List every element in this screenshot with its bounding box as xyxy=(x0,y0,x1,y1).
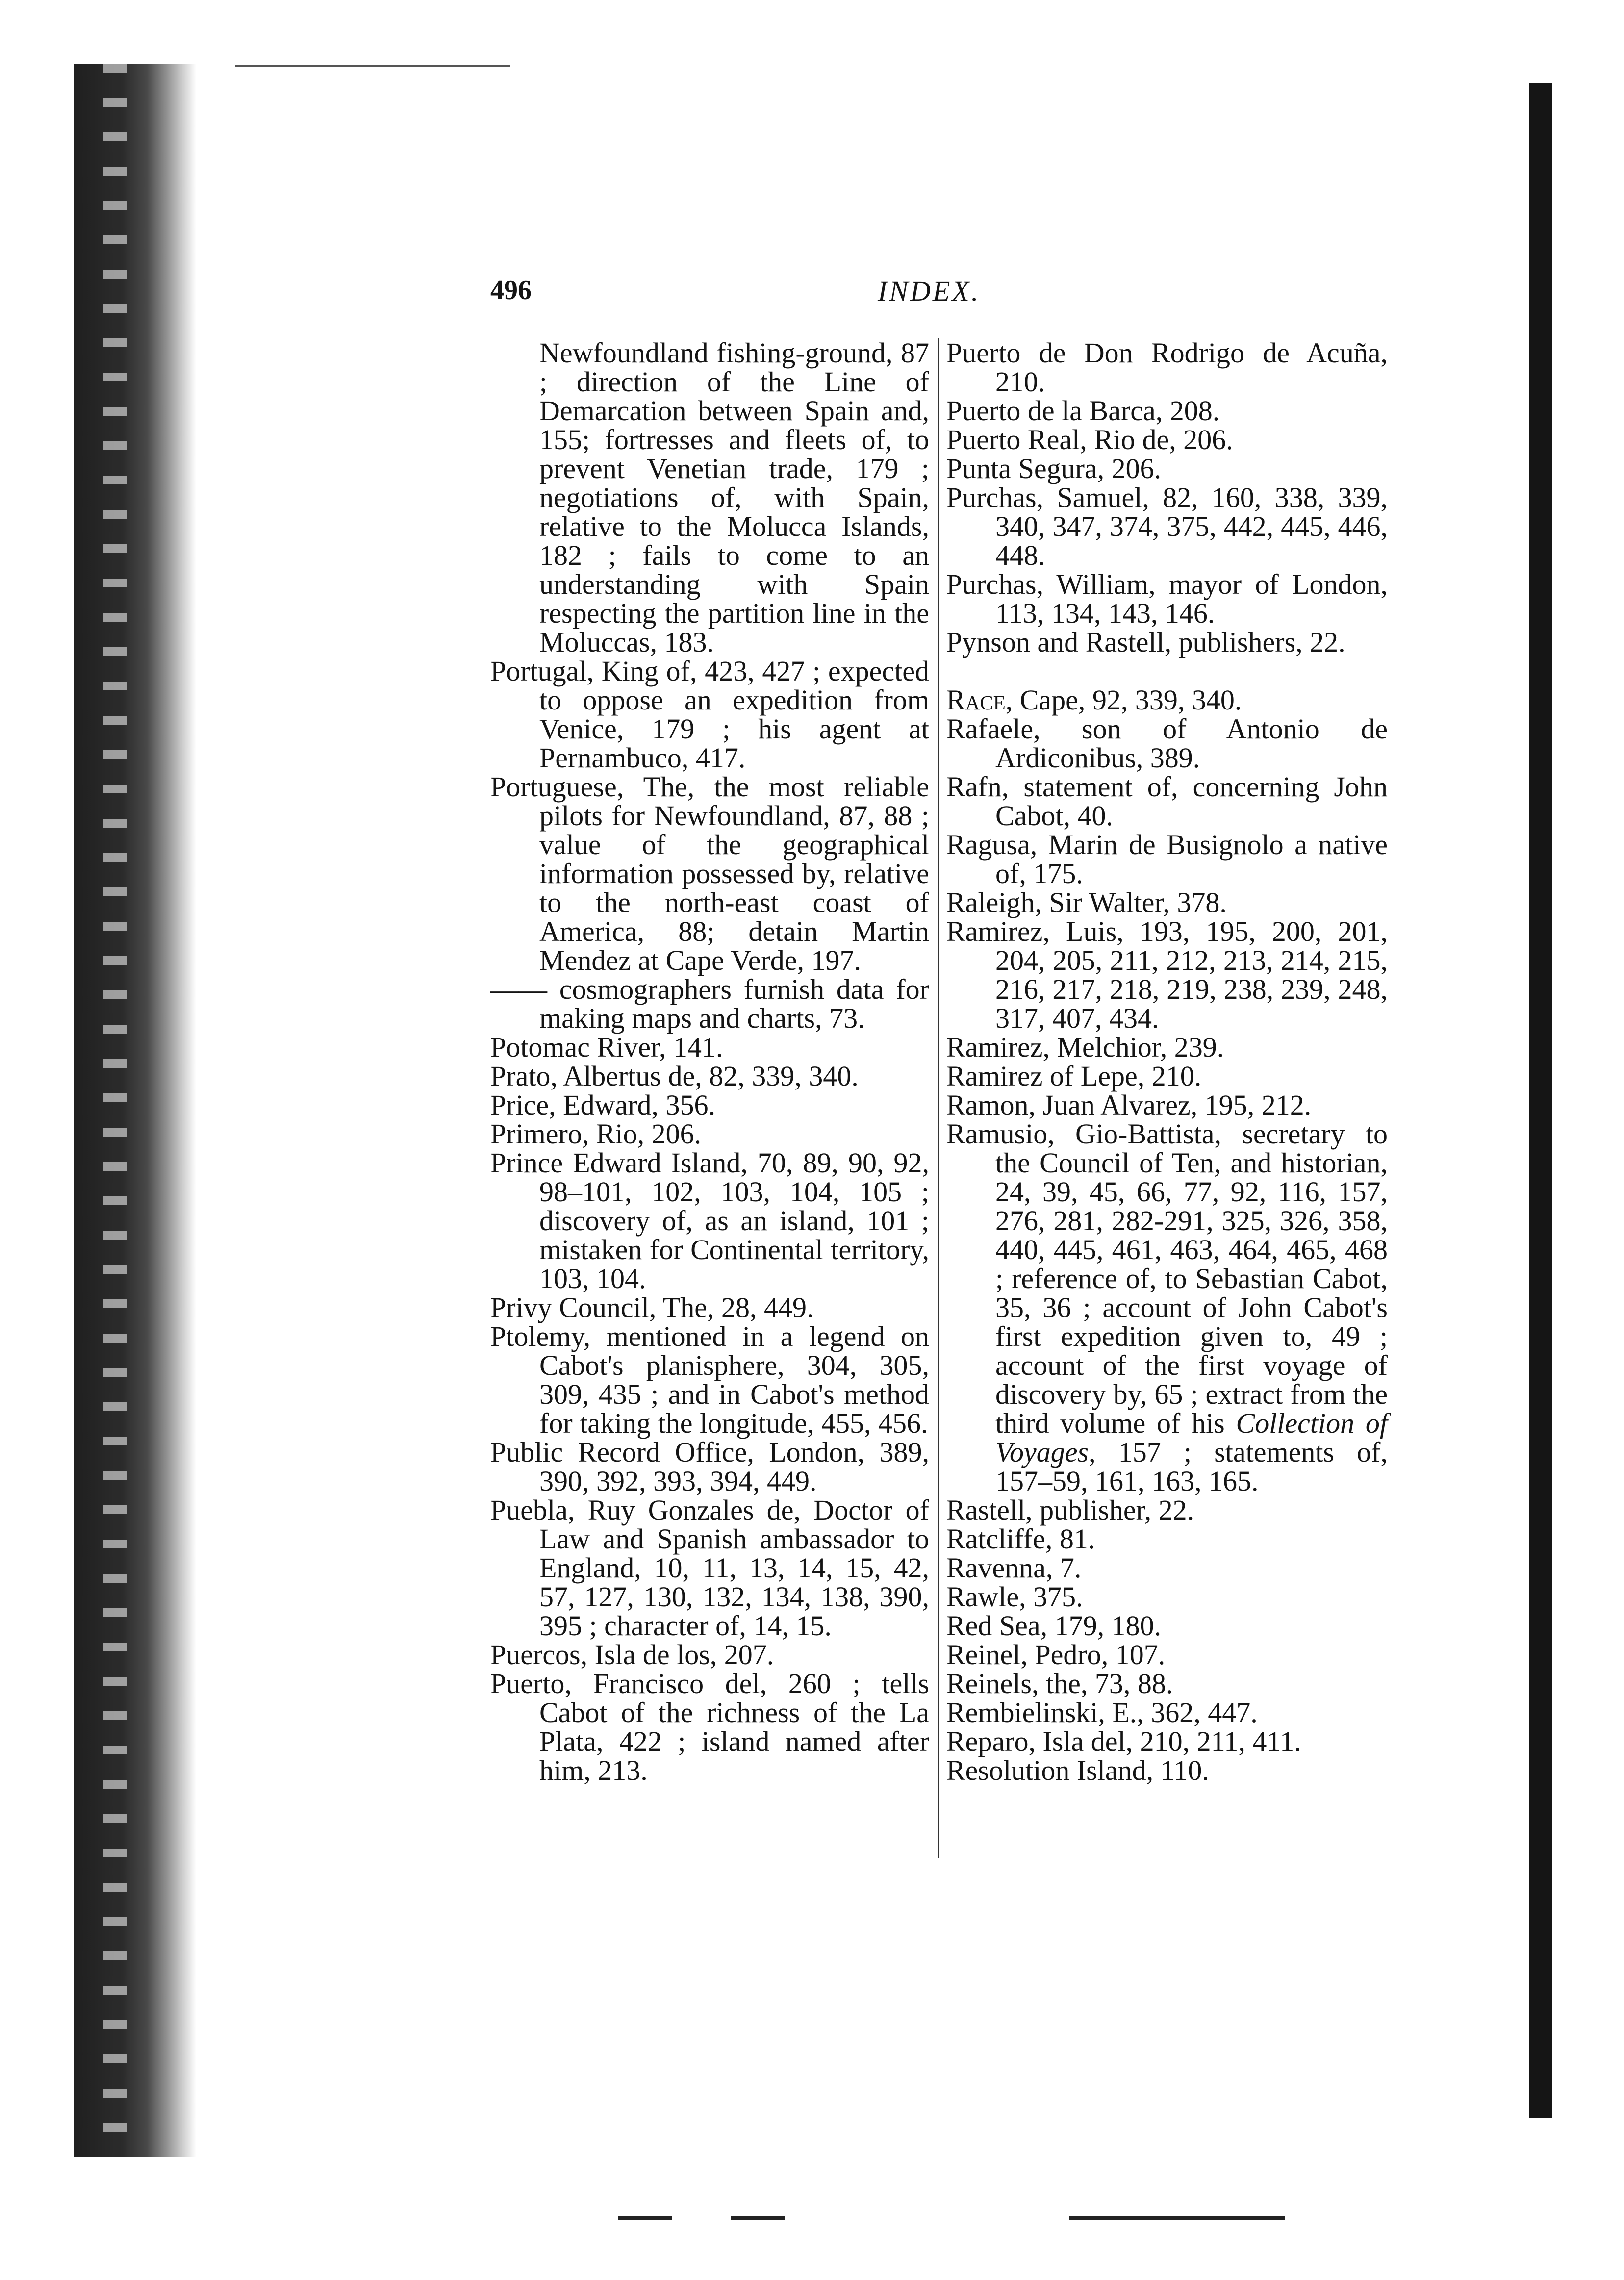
index-entry: Reparo, Isla del, 210, 211, 411. xyxy=(946,1725,1301,1757)
index-entry-rest: , Cape, 92, 339, 340. xyxy=(1005,684,1242,716)
scan-line-bottom xyxy=(731,2216,785,2220)
index-entry: Public Record Office, London, 389, 390, 392, 393, 394, 449. xyxy=(490,1436,929,1497)
index-entry: Puerto de la Barca, 208. xyxy=(946,395,1220,427)
index-entry: Puebla, Ruy Gonzales de, Doctor of Law and Spanish ambassador to England, 10, 11, 13, 14, 15, 42, 57, 127, 130, 132, 134, 138, 390, 395 ; character of, 14, 15. xyxy=(490,1494,929,1642)
index-entry: Privy Council, The, 28, 449. xyxy=(490,1292,814,1323)
scan-edge-left xyxy=(74,64,196,2157)
index-entry: Ragusa, Marin de Busignolo a native of, 175. xyxy=(946,829,1388,889)
index-entry: Portugal, King of, 423, 427 ; expected to oppose an expedition from Venice, 179 ; his agent at Pernambuco, 417. xyxy=(490,655,929,774)
index-entry: Ptolemy, mentioned in a legend on Cabot's planisphere, 304, 305, 309, 435 ; and in Cabot's method for taking the longitude, 455, 456. xyxy=(490,1320,929,1439)
index-entry: Reinels, the, 73, 88. xyxy=(946,1668,1173,1699)
index-entry: Punta Segura, 206. xyxy=(946,453,1162,484)
index-entry xyxy=(946,1119,1388,1495)
index-entry-title: Collection of Voyages xyxy=(995,1407,1388,1468)
index-entry: Puerto, Francisco del, 260 ; tells Cabot of the richness of the La Plata, 422 ; island named after him, 213. xyxy=(490,1668,929,1786)
scan-line-top xyxy=(235,65,510,67)
index-entry: Ramirez, Melchior, 239. xyxy=(946,1031,1224,1063)
column-divider xyxy=(938,338,939,1858)
scan-edge-right xyxy=(1529,83,1552,2118)
index-entry: Newfoundland fishing-ground, 87 ; direction of the Line of Demarcation between Spain and, 155; fortresses and fleets of, to prevent Venetian trade, 179 ; negotiations of, with Spain, relative to the Molucca Islands, 182 ; fails to come to an understanding with Spain respecting the partition line in the Moluccas, 183. xyxy=(539,337,929,658)
index-column-left xyxy=(490,338,929,1785)
index-entry: Purchas, William, mayor of London, 113, 134, 143, 146. xyxy=(946,568,1388,629)
index-entry: Prince Edward Island, 70, 89, 90, 92, 98–101, 102, 103, 104, 105 ; discovery of, as an island, 101 ; mistaken for Continental territory, 103, 104. xyxy=(490,1147,929,1294)
index-entry-lead: Race xyxy=(946,684,1006,716)
index-entry: Raleigh, Sir Walter, 378. xyxy=(946,887,1227,918)
page-header xyxy=(490,275,1128,314)
index-entry: Puerto de Don Rodrigo de Acuña, 210. xyxy=(946,337,1388,398)
index-entry: Ratcliffe, 81. xyxy=(946,1523,1095,1555)
scan-line-bottom xyxy=(1069,2216,1285,2220)
index-entry: Ramon, Juan Alvarez, 195, 212. xyxy=(946,1089,1312,1121)
index-entry: Rafn, statement of, concerning John Cabot, 40. xyxy=(946,771,1388,832)
scan-line-bottom xyxy=(618,2216,672,2220)
index-entry: Portuguese, The, the most reliable pilots for Newfoundland, 87, 88 ; value of the geographical information possessed by, relative to the north-east coast of America, 88; detain Martin Mendez at Cape Verde, 197. xyxy=(490,771,929,976)
index-entry: Resolution Island, 110. xyxy=(946,1754,1209,1786)
index-entry: Ramirez, Luis, 193, 195, 200, 201, 204, 205, 211, 212, 213, 214, 215, 216, 217, 218, 219, 238, 239, 248, 317, 407, 434. xyxy=(946,915,1388,1034)
index-entry: —— cosmographers furnish data for making maps and charts, 73. xyxy=(490,973,929,1034)
page-number: 496 xyxy=(490,275,532,305)
running-title: INDEX. xyxy=(878,275,981,307)
index-entry: Primero, Rio, 206. xyxy=(490,1118,702,1150)
index-entry: Pynson and Rastell, publishers, 22. xyxy=(946,626,1345,658)
index-entry: Reinel, Pedro, 107. xyxy=(946,1639,1166,1671)
index-entry-part: Ramusio, Gio-Battista, secretary to the Council of Ten, and historian, 24, 39, 45, 66, 77, 92, 116, 157, 276, 281, 282-291, 325, 326, 358, 440, 445, 461, 463, 464, 465, 468 ; reference of, to Sebastian Cabot, 35, 36 ; account of John Cabot's first expedition given to, 49 ; account of the first voyage of discovery by, 65 ; extract from the third volume of his xyxy=(946,1118,1388,1439)
index-entry xyxy=(946,685,1388,714)
index-entry: Potomac River, 141. xyxy=(490,1031,723,1063)
index-entry: Rembielinski, E., 362, 447. xyxy=(946,1697,1258,1728)
index-entry: Ramirez of Lepe, 210. xyxy=(946,1060,1202,1092)
index-entry: Puerto Real, Rio de, 206. xyxy=(946,424,1233,456)
index-entry: Rastell, publisher, 22. xyxy=(946,1494,1194,1526)
index-entry: Purchas, Samuel, 82, 160, 338, 339, 340, 347, 374, 375, 442, 445, 446, 448. xyxy=(946,481,1388,571)
index-entry: Rafaele, son of Antonio de Ardiconibus, 389. xyxy=(946,713,1388,774)
index-entry: Puercos, Isla de los, 207. xyxy=(490,1639,774,1671)
index-entry: Prato, Albertus de, 82, 339, 340. xyxy=(490,1060,859,1092)
index-entry: Price, Edward, 356. xyxy=(490,1089,716,1121)
index-column-right xyxy=(946,338,1388,1785)
index-entry: Rawle, 375. xyxy=(946,1581,1083,1613)
index-entry-part: , 157 ; statements of, 157–59, 161, 163, 165. xyxy=(995,1436,1388,1497)
index-entry: Ravenna, 7. xyxy=(946,1552,1082,1584)
index-entry: Red Sea, 179, 180. xyxy=(946,1610,1162,1642)
